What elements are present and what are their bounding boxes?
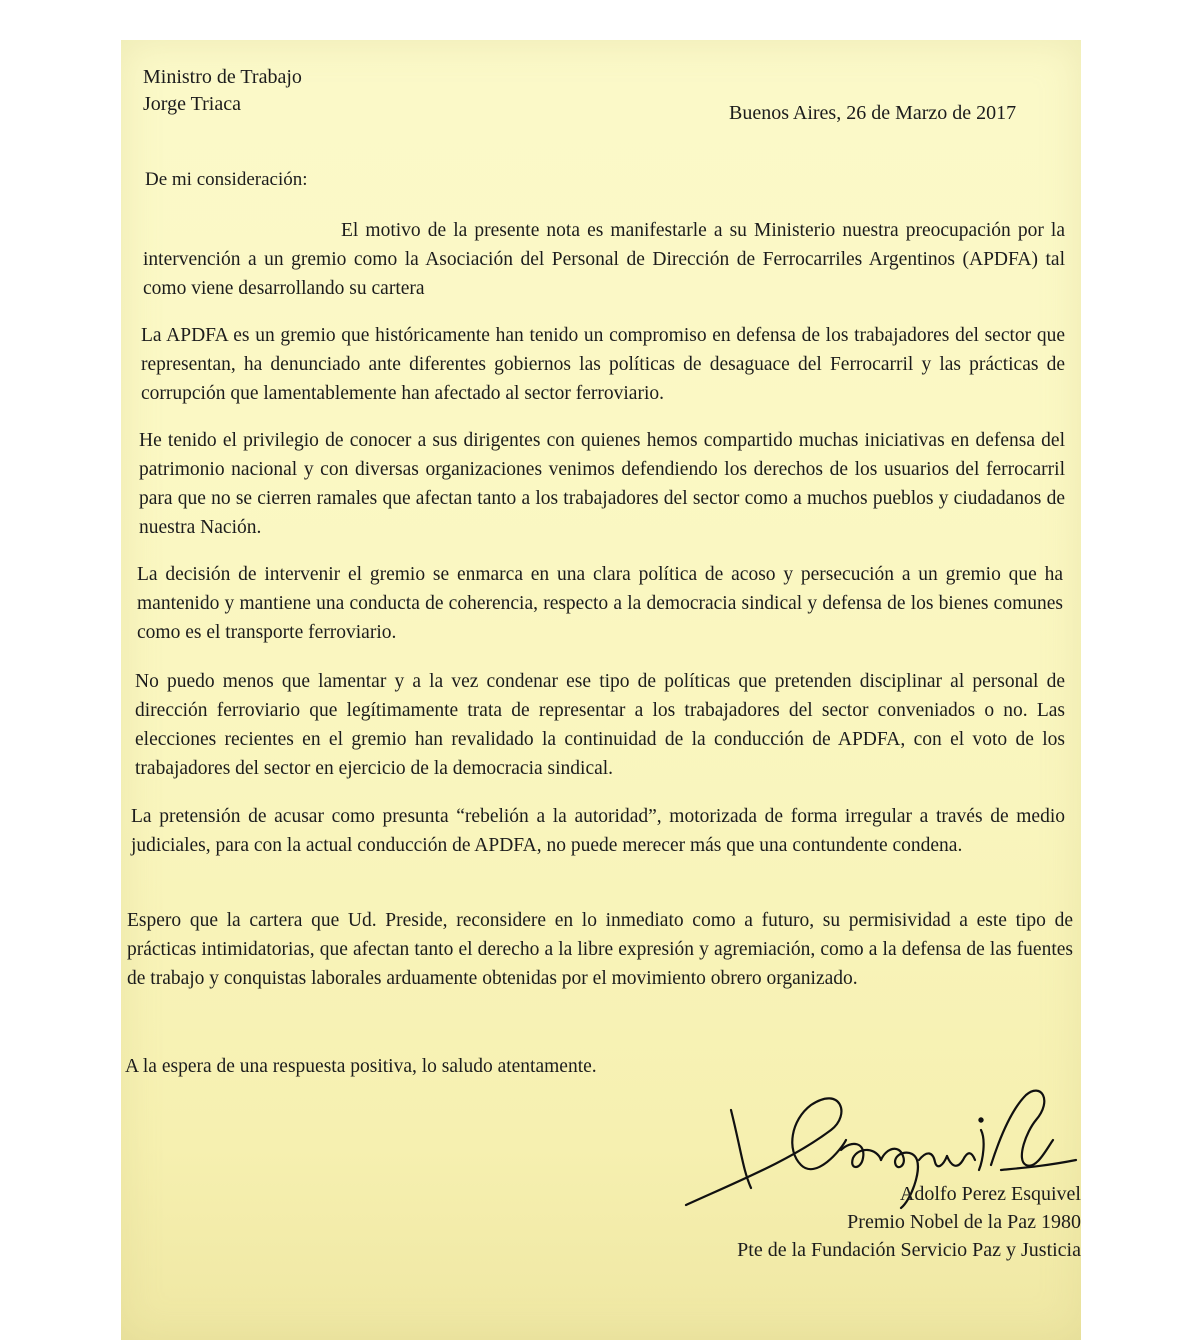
paragraph-5: No puedo menos que lamentar y a la vez condenar ese tipo de políticas que pretenden disciplinar al personal de dirección ferroviario que legítimamente trata de representar a los trabajadores del sector conveniados o no. Las elecciones recientes en el gremio han revalidado la continuidad de la conducción de APDFA, con el voto de los trabajadores del sector en ejercicio de la democracia sindical. [135, 671, 1065, 779]
addressee-title: Ministro de Trabajo [143, 66, 302, 88]
addressee-name: Jorge Triaca [143, 93, 241, 115]
paragraph-6: La pretensión de acusar como presunta “rebelión a la autoridad”, motorizada de forma irregular a través de medio judiciales, para con la actual conducción de APDFA, no puede merecer más que una contundente condena. [131, 806, 1065, 856]
closing-line: A la espera de una respuesta positiva, lo saludo atentamente. [125, 1056, 597, 1077]
paragraph-2: La APDFA es un gremio que históricamente han tenido un compromiso en defensa de los trabajadores del sector que representan, ha denunciado ante diferentes gobiernos las políticas de desaguace del Ferrocarril y las prácticas de corrupción que lamentablemente han afectado al sector ferroviario. [141, 325, 1065, 404]
paragraph-1: El motivo de la presente nota es manifestarle a su Ministerio nuestra preocupación por la intervención a un gremio como la Asociación del Personal de Dirección de Ferrocarriles Argentinos (APDFA) tal como viene desarrollando su cartera [143, 220, 1065, 299]
signer-role: Pte de la Fundación Servicio Paz y Justicia [737, 1239, 1081, 1261]
paragraph-4: La decisión de intervenir el gremio se enmarca en una clara política de acoso y persecución a un gremio que ha mantenido y mantiene una conducta de coherencia, respecto a la democracia sindical y defensa de los bienes comunes como es el transporte ferroviario. [137, 564, 1063, 643]
signer-name: Adolfo Perez Esquivel [899, 1183, 1081, 1205]
paragraph-7: Espero que la cartera que Ud. Preside, reconsidere en lo inmediato como a futuro, su permisividad a este tipo de prácticas intimidatorias, que afectan tanto el derecho a la libre expresión y agremiación, como a la defensa de las fuentes de trabajo y conquistas laborales arduamente obtenidas por el movimiento obrero organizado. [127, 910, 1073, 989]
letter-page [121, 40, 1081, 1340]
greeting: De mi consideración: [145, 169, 308, 190]
signer-block [641, 1180, 1081, 1264]
signer-distinction: Premio Nobel de la Paz 1980 [847, 1211, 1081, 1233]
paragraph-3: He tenido el privilegio de conocer a sus dirigentes con quienes hemos compartido muchas iniciativas en defensa del patrimonio nacional y con diversas organizaciones venimos defendiendo los derechos de los usuarios del ferrocarril para que no se cierren ramales que afectan tanto a los trabajadores del sector como a muchos pueblos y ciudadanos de nuestra Nación. [139, 430, 1065, 538]
addressee-block [143, 64, 302, 118]
letter-date: Buenos Aires, 26 de Marzo de 2017 [729, 102, 1017, 124]
